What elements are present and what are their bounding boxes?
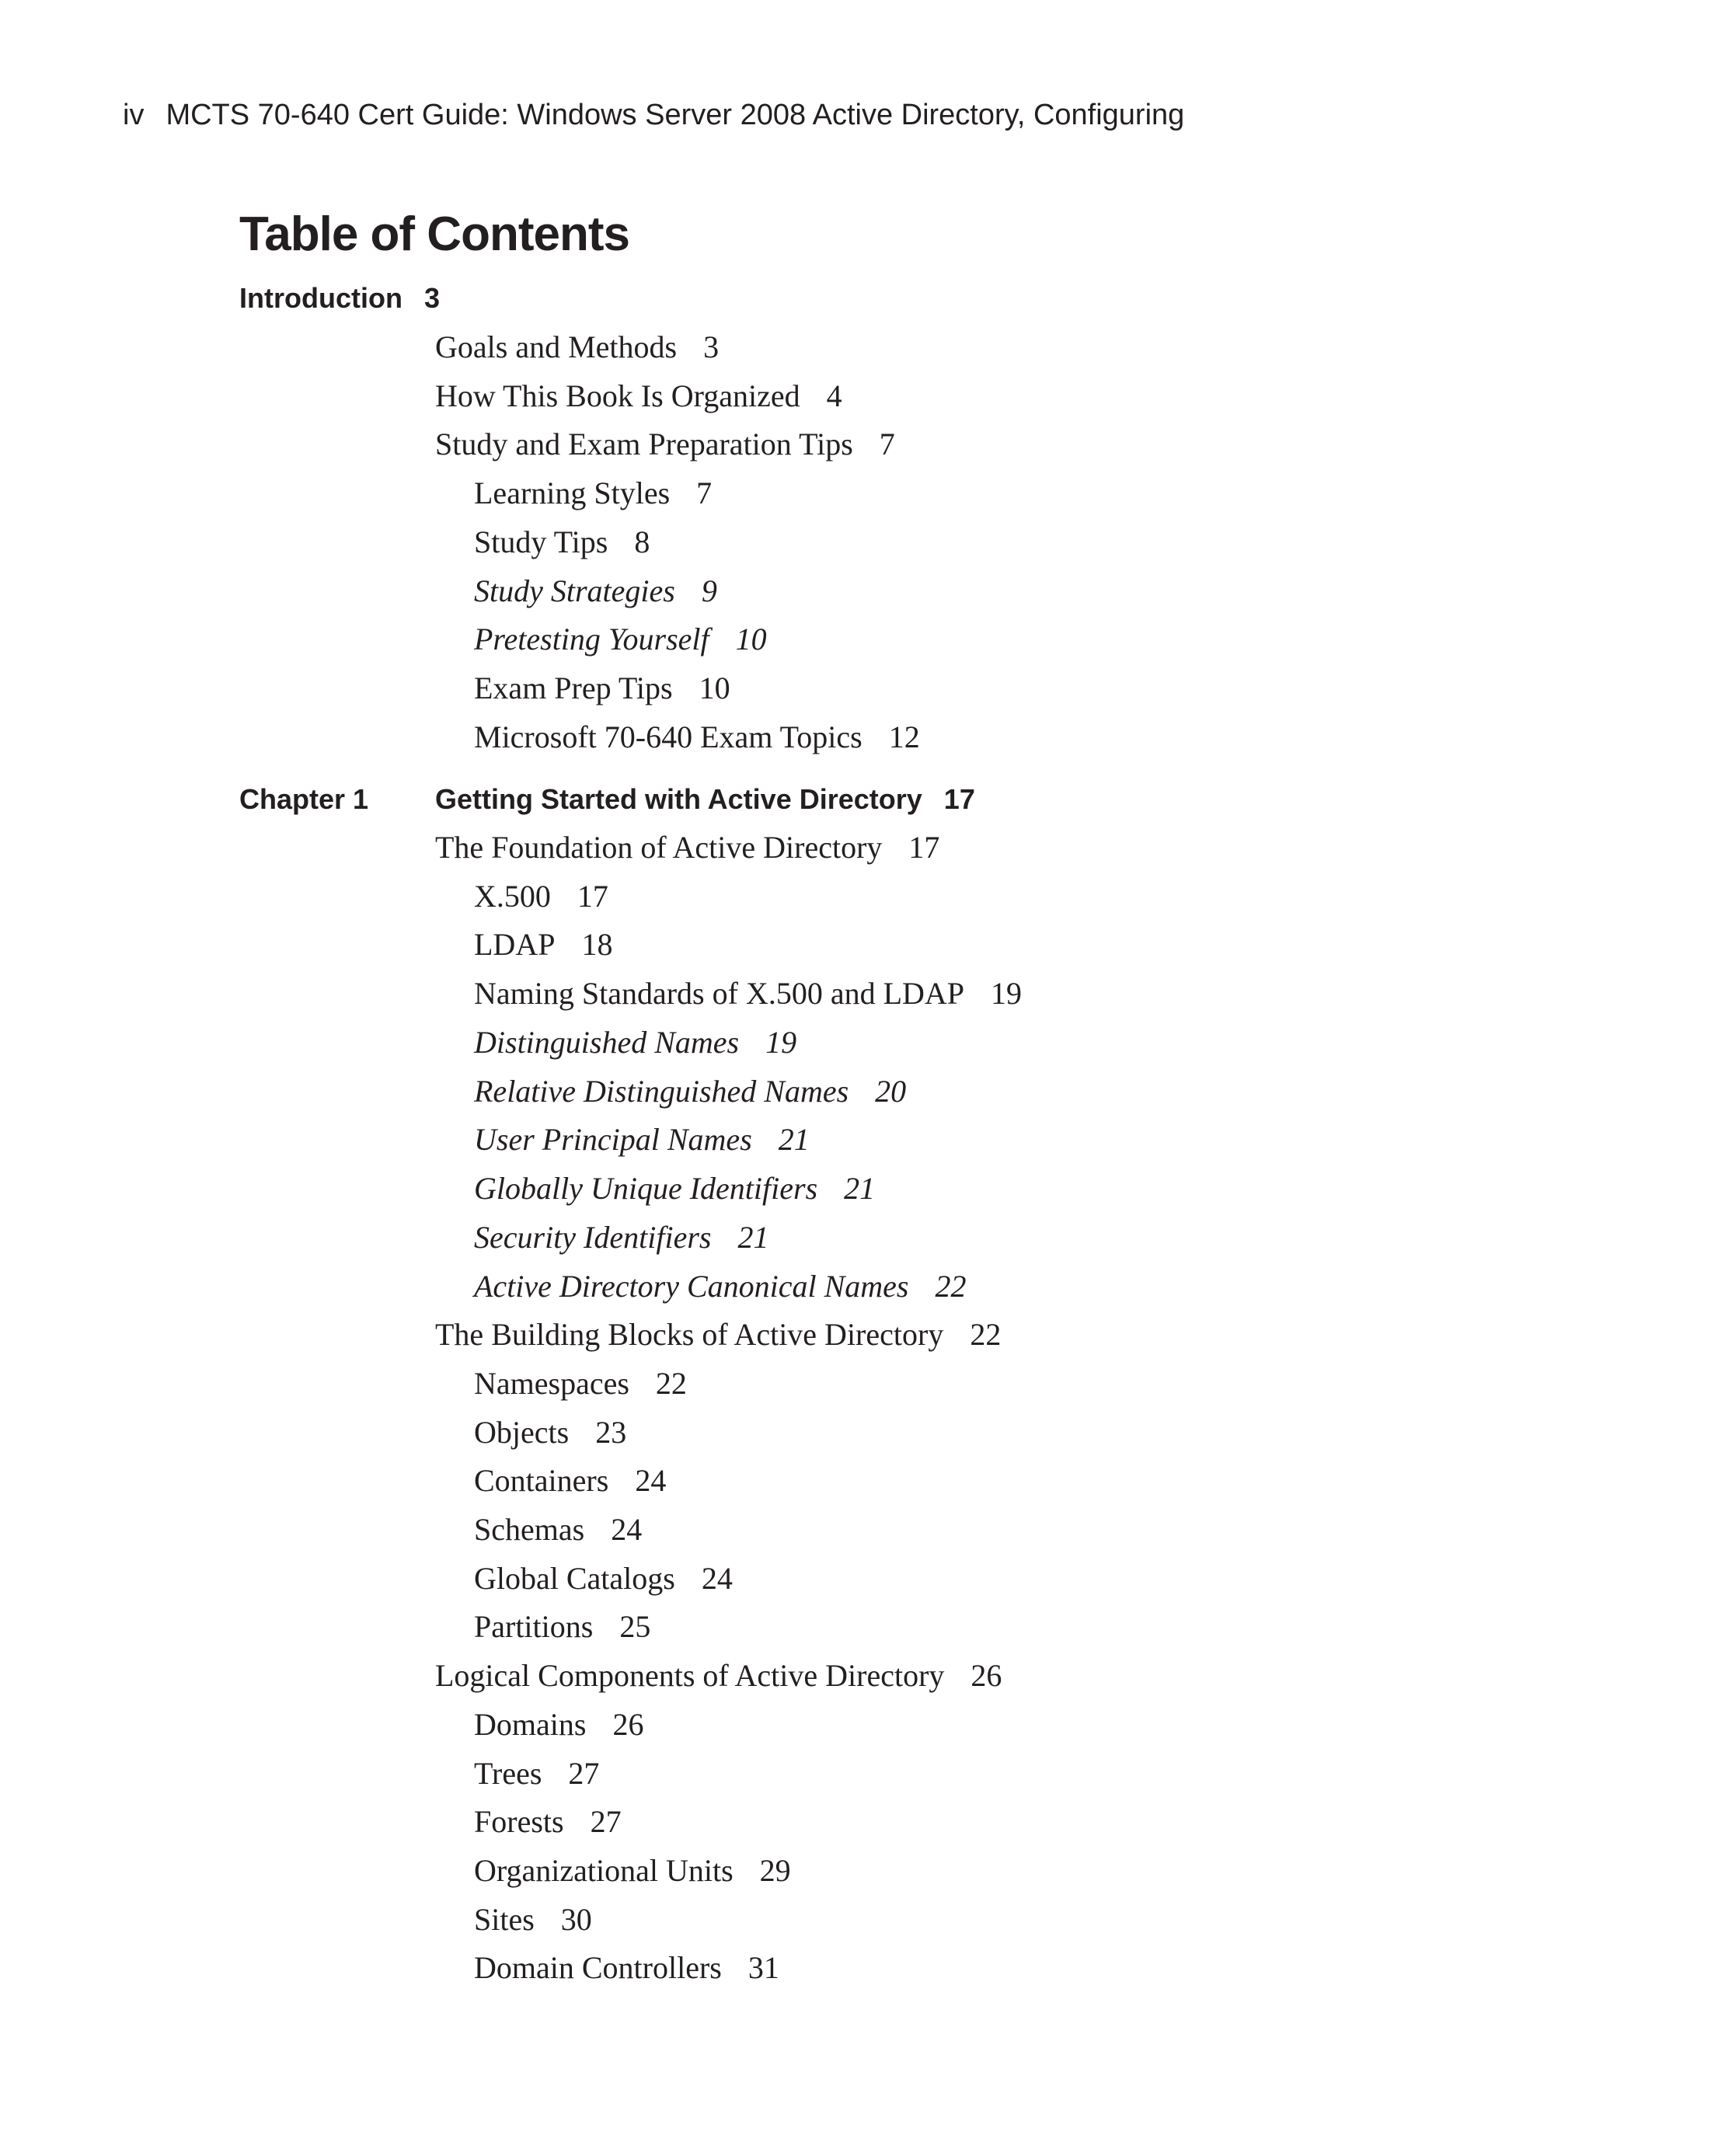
page-folio: iv [123,99,145,131]
toc-entry-text: LDAP [474,927,556,962]
toc-entry[interactable] [474,1458,666,1504]
toc-entry-text: Trees [474,1756,542,1791]
toc-entry[interactable] [474,1848,791,1894]
toc-entry-page: 7 [879,427,895,462]
toc-entry[interactable] [435,373,842,420]
toc-entry-text: Namespaces [474,1366,629,1401]
toc-entry-page: 3 [423,282,440,314]
toc-entry[interactable] [474,1068,906,1115]
toc-entry-text: Organizational Units [474,1853,734,1888]
toc-entry-page: 21 [778,1122,810,1157]
toc-entry[interactable] [435,421,895,468]
toc-entry-page: 31 [747,1950,779,1985]
toc-entry-text: Active Directory Canonical Names [474,1269,909,1304]
toc-entry-text: Domain Controllers [474,1950,722,1985]
toc-entry-text: Objects [474,1415,570,1450]
toc-entry[interactable] [435,1653,1002,1699]
toc-entry[interactable] [435,324,719,371]
toc-entry-page: 9 [701,573,717,608]
toc-entry[interactable] [474,1701,643,1748]
toc-entry-page: 26 [612,1707,644,1742]
toc-entry[interactable] [474,970,1022,1017]
toc-entry-text: Microsoft 70-640 Exam Topics [474,719,862,754]
toc-entry-text: Study Tips [474,524,608,559]
toc-entry[interactable] [474,714,920,761]
toc-entry-text: Containers [474,1463,609,1498]
toc-entry-text: Exam Prep Tips [474,670,673,705]
chapter-label: Chapter 1 [239,783,369,815]
toc-entry-text: How This Book Is Organized [435,378,800,413]
toc-entry-page: 3 [703,329,720,364]
toc-entry-page: 12 [888,719,920,754]
toc-entry-page: 4 [826,378,842,413]
toc-entry-text: Learning Styles [474,475,671,510]
toc-entry-text: Schemas [474,1512,585,1547]
toc-entry-page: 22 [970,1317,1002,1352]
toc-entry[interactable] [474,470,712,517]
toc-entry[interactable] [435,1311,1001,1358]
toc-entry-page: 24 [701,1561,733,1596]
toc-entry-page: 10 [699,670,730,705]
running-title: MCTS 70-640 Cert Guide: Windows Server 2008 Active Directory, Configuring [166,99,1185,131]
toc-entry-text: Globally Unique Identifiers [474,1171,818,1206]
toc-entry[interactable] [474,568,717,615]
toc-entry-page: 22 [935,1269,967,1304]
toc-entry-chapter-1[interactable] [435,776,975,823]
toc-entry[interactable] [474,665,730,712]
toc-entry-page: 17 [908,830,940,865]
toc-entry-text: Security Identifiers [474,1220,712,1255]
toc-entry-page: 26 [970,1658,1002,1693]
toc-entry-page: 21 [844,1171,876,1206]
toc-entry[interactable] [474,1897,592,1943]
toc-entry-text: Goals and Methods [435,329,678,364]
toc-entry-text: Distinguished Names [474,1025,740,1060]
toc-title: Table of Contents [239,207,629,261]
toc-entry[interactable] [474,1604,650,1650]
toc-entry[interactable] [474,1750,599,1797]
toc-entry-page: 8 [634,524,650,559]
toc-entry[interactable] [474,616,767,663]
toc-entry-page: 27 [568,1756,600,1791]
toc-entry[interactable] [474,519,650,566]
toc-entry-text: Sites [474,1902,535,1937]
toc-entry-text: Study and Exam Preparation Tips [435,427,853,462]
toc-entry-text: User Principal Names [474,1122,752,1157]
toc-entry[interactable] [474,1116,810,1163]
toc-entry-text: Logical Components of Active Directory [435,1658,945,1693]
toc-entry-text: X.500 [474,879,551,914]
toc-entry-page: 23 [595,1415,627,1450]
toc-entry-page: 25 [619,1609,651,1644]
toc-entry[interactable] [474,1263,967,1310]
chapter-title: Getting Started with Active Directory [435,783,922,815]
toc-entry-text: Partitions [474,1609,594,1644]
toc-entry-page: 18 [581,927,613,962]
toc-entry[interactable] [474,1019,796,1066]
toc-entry-text: Pretesting Yourself [474,622,709,657]
toc-entry[interactable] [474,1409,626,1456]
toc-entry[interactable] [474,1555,733,1602]
toc-entry-page: 30 [560,1902,592,1937]
toc-entry-page: 20 [875,1074,907,1109]
toc-entry-text: Relative Distinguished Names [474,1074,849,1109]
toc-entry[interactable] [474,1945,779,1991]
toc-entry-page: 19 [765,1025,797,1060]
toc-entry-page: 17 [577,879,608,914]
toc-entry-page: 10 [735,622,767,657]
toc-entry-page: 7 [696,475,713,510]
toc-entry[interactable] [474,1214,768,1261]
toc-entry-text: Naming Standards of X.500 and LDAP [474,976,965,1011]
toc-entry-text: The Building Blocks of Active Directory [435,1317,944,1352]
toc-entry[interactable] [474,1506,642,1553]
toc-entry-page: 19 [991,976,1023,1011]
toc-entry-text: Forests [474,1804,564,1839]
toc-entry-page: 24 [635,1463,667,1498]
toc-entry-label: Introduction [239,282,402,314]
toc-entry-page: 24 [611,1512,643,1547]
toc-entry[interactable] [474,1360,687,1407]
toc-entry[interactable] [474,1165,875,1212]
toc-entry-page: 29 [759,1853,791,1888]
toc-entry-text: Domains [474,1707,587,1742]
toc-entry[interactable] [435,824,939,871]
toc-entry-introduction[interactable] [239,275,440,322]
toc-entry-page: 21 [737,1220,769,1255]
toc-entry-page: 27 [590,1804,622,1839]
toc-entry-text: Global Catalogs [474,1561,675,1596]
toc-entry[interactable] [474,921,612,968]
toc-entry[interactable] [474,1799,622,1845]
toc-entry[interactable] [474,873,608,920]
toc-entry-page: 22 [655,1366,687,1401]
toc-entry-text: The Foundation of Active Directory [435,830,883,865]
toc-entry-page: 17 [943,783,975,815]
toc-entry-text: Study Strategies [474,573,675,608]
